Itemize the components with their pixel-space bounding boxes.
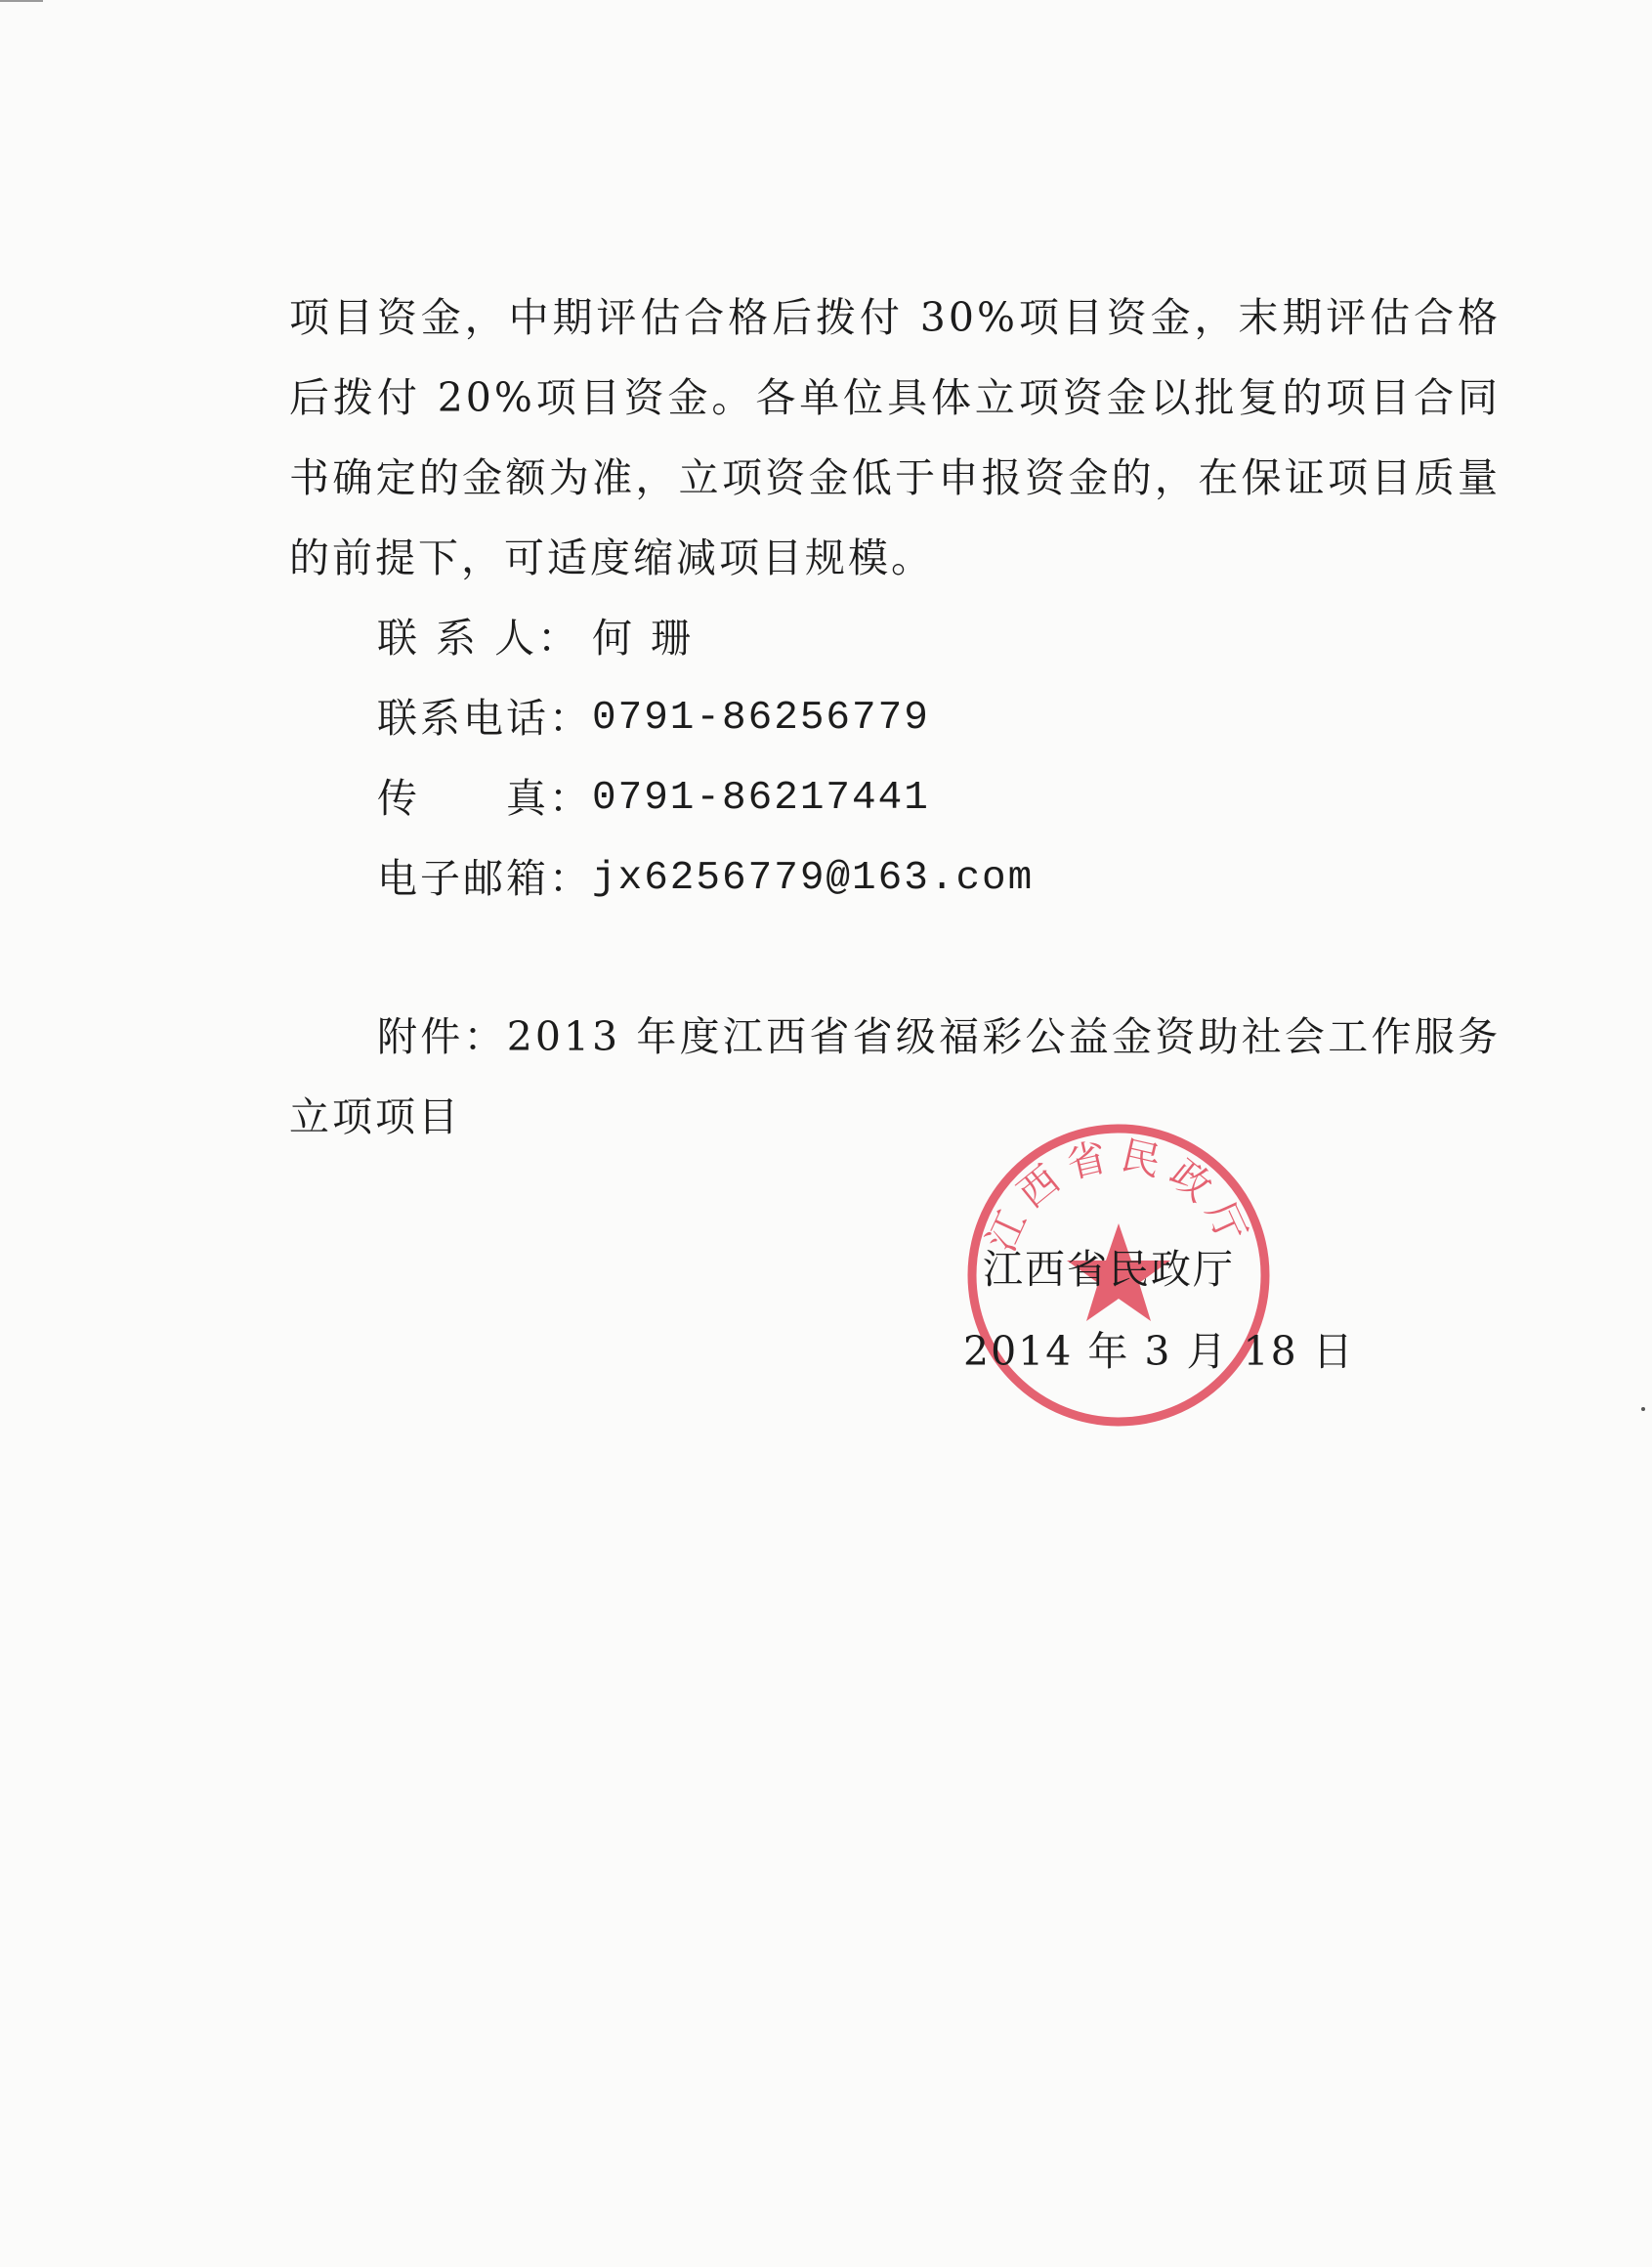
contact-phone-row [377, 678, 1034, 758]
contact-person-row [377, 598, 1034, 678]
scan-edge-mark [0, 0, 43, 2]
body-paragraph: 项目资金，中期评估合格后拨付 30%项目资金，末期评估合格后拨付 20%项目资金。各单位具体立项资金以批复的项目合同书确定的金额为准，立项资金低于申报资金的，在保证项目质量的前提下，可适度缩减项目规模。 [289, 294, 1501, 581]
scan-speck [1641, 1407, 1645, 1411]
seal-lettering: 江西省民政厅 [979, 1133, 1258, 1259]
contact-phone-value: 0791-86256779 [592, 696, 930, 741]
issuer-name: 江西省民政厅 [983, 1246, 1235, 1293]
contact-block [377, 598, 1034, 919]
contact-fax-row [377, 758, 1034, 838]
contact-email-value: jx6256779@163.com [592, 856, 1035, 901]
issue-date: 2014 年 3 月 18 日 [963, 1328, 1355, 1375]
contact-email-row [377, 838, 1034, 919]
contact-fax-label: 传 真： [377, 775, 592, 822]
contact-person-label: 联 系 人： [377, 615, 581, 662]
attachment-line: 附件：2013 年度江西省省级福彩公益金资助社会工作服务立项项目 [289, 1013, 1501, 1140]
contact-fax-value: 0791-86217441 [592, 776, 930, 821]
contact-phone-label: 联系电话： [377, 695, 592, 742]
contact-email-label: 电子邮箱： [377, 855, 592, 902]
contact-person-value: 何 珊 [592, 615, 695, 662]
